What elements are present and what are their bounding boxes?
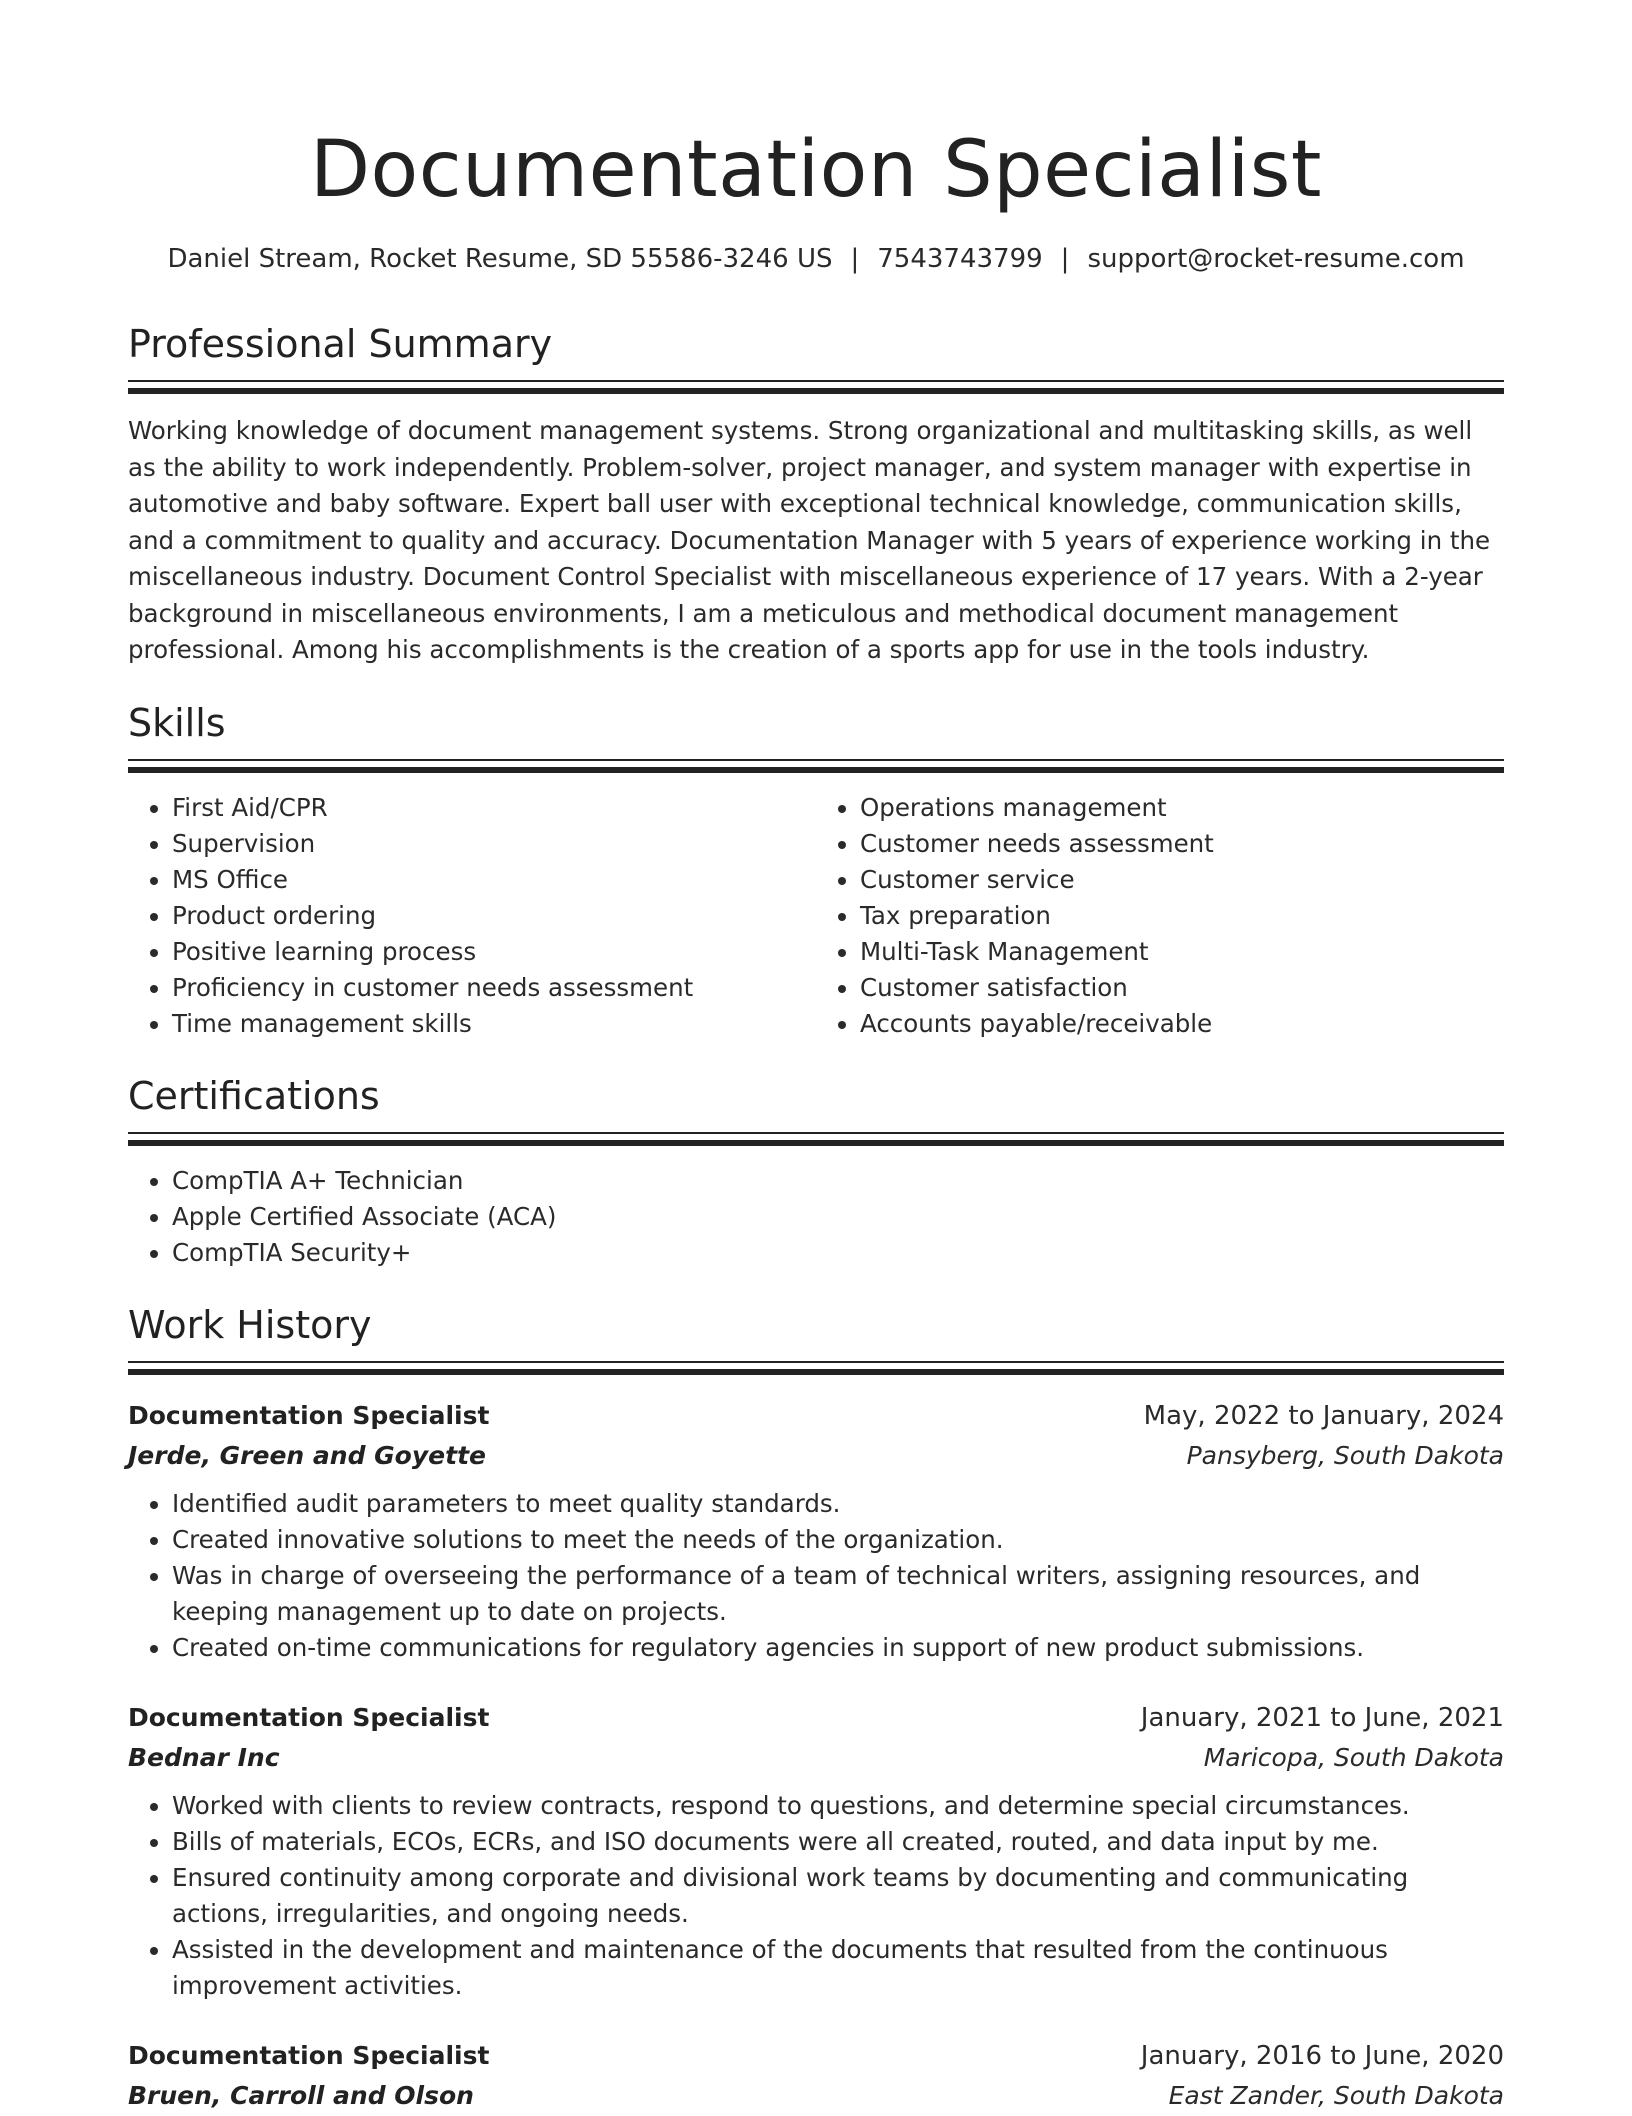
job-company: Jerde, Green and Goyette: [128, 1440, 486, 1470]
job-bullet: • Bills of materials, ECOs, ECRs, and ISO documents were all created, routed, and data input by me.: [172, 1824, 1504, 1860]
resume-title: Documentation Specialist: [309, 125, 1323, 215]
job-location: Pansyberg, South Dakota: [1186, 1440, 1504, 1470]
skills-list-left: [128, 790, 816, 1042]
skill-item: • Product ordering: [172, 898, 816, 934]
job-title: Documentation Specialist: [128, 2040, 490, 2070]
job-bullets: [128, 1486, 1504, 1666]
contact-address: Daniel Stream, Rocket Resume, SD 55586-3246 US: [167, 244, 833, 274]
job-bullet: • Was in charge of overseeing the performance of a team of technical writers, assigning resources, and keeping management up to date on projects.: [172, 1558, 1504, 1630]
job-dates: January, 2016 to June, 2020: [1140, 2040, 1504, 2071]
contact-email[interactable]: support@rocket-resume.com: [1087, 244, 1465, 274]
job-bullet: • Created on-time communications for regulatory agencies in support of new product submissions.: [172, 1630, 1504, 1666]
skill-item: • Customer service: [860, 862, 1504, 898]
job-bullets: [128, 1788, 1504, 2004]
job-company-row: [128, 1436, 1504, 1476]
skill-item: • Tax preparation: [860, 898, 1504, 934]
skill-item: • Accounts payable/receivable: [860, 1006, 1504, 1042]
job-bullet: • Ensured continuity among corporate and divisional work teams by documenting and communicating actions, irregularities, and ongoing needs.: [172, 1860, 1504, 1932]
section-divider: [128, 1361, 1504, 1376]
job-header-row: [128, 2036, 1504, 2076]
section-divider: [128, 380, 1504, 395]
certifications-list: [128, 1163, 1504, 1271]
job-bullet: • Assisted in the development and maintenance of the documents that resulted from the continuous improvement activities.: [172, 1932, 1504, 2004]
skill-item: • Proficiency in customer needs assessment: [172, 970, 816, 1006]
job-bullet: • Created innovative solutions to meet the needs of the organization.: [172, 1522, 1504, 1558]
job-company: Bruen, Carroll and Olson: [128, 2080, 474, 2110]
skills-columns: [128, 790, 1504, 1042]
section-title-certifications: Certifications: [128, 1073, 380, 1118]
certification-item: • CompTIA A+ Technician: [172, 1163, 1504, 1199]
job-entry: [128, 2036, 1504, 2116]
summary-text: Working knowledge of document management systems. Strong organizational and multitasking skills, as well as the ability to work independently. Problem-solver, project manager, and system manager with expertise in automotive and baby software. Expert ball user with exceptional technical knowledge, communication skills, and a commitment to quality and accuracy. Documentation Manager with 5 years of experience working in the miscellaneous industry. Document Control Specialist with miscellaneous experience of 17 years. With a 2-year background in miscellaneous environments, I am a meticulous and methodical document management professional. Among his accomplishments is the creation of a sports app for use in the tools industry.: [128, 416, 1491, 664]
skill-item: • Time management skills: [172, 1006, 816, 1042]
job-location: East Zander, South Dakota: [1168, 2080, 1504, 2110]
skills-list-right: [816, 790, 1504, 1042]
certification-item: • CompTIA Security+: [172, 1235, 1504, 1271]
job-bullet: • Worked with clients to review contracts, respond to questions, and determine special circumstances.: [172, 1788, 1504, 1824]
contact-line: [128, 242, 1504, 276]
job-header-row: [128, 1698, 1504, 1738]
section-title-skills: Skills: [128, 700, 226, 745]
skill-item: • Operations management: [860, 790, 1504, 826]
job-bullet: • Identified audit parameters to meet quality standards.: [172, 1486, 1504, 1522]
section-divider: [128, 1132, 1504, 1147]
skill-item: • Multi-Task Management: [860, 934, 1504, 970]
certifications-section: [128, 1072, 1504, 1271]
job-title: Documentation Specialist: [128, 1400, 490, 1430]
skill-item: • Supervision: [172, 826, 816, 862]
section-title-work-history: Work History: [128, 1302, 372, 1347]
summary-section: [128, 320, 1504, 669]
skill-item: • Customer satisfaction: [860, 970, 1504, 1006]
job-header-row: [128, 1396, 1504, 1436]
skills-section: [128, 699, 1504, 1042]
job-dates: May, 2022 to January, 2024: [1143, 1400, 1504, 1431]
skill-item: • First Aid/CPR: [172, 790, 816, 826]
skill-item: • Customer needs assessment: [860, 826, 1504, 862]
work-history-section: [128, 1301, 1504, 2116]
section-title-summary: Professional Summary: [128, 322, 553, 366]
job-dates: January, 2021 to June, 2021: [1140, 1702, 1504, 1733]
job-location: Maricopa, South Dakota: [1203, 1742, 1504, 1772]
job-company: Bednar Inc: [128, 1742, 280, 1772]
contact-phone: 7543743799: [877, 244, 1043, 274]
job-entry: [128, 1698, 1504, 2004]
contact-separator: |: [850, 244, 860, 274]
job-entry: [128, 1396, 1504, 1666]
job-company-row: [128, 1738, 1504, 1778]
skill-item: • Positive learning process: [172, 934, 816, 970]
certification-item: • Apple Certified Associate (ACA): [172, 1199, 1504, 1235]
skill-item: • MS Office: [172, 862, 816, 898]
section-divider: [128, 759, 1504, 774]
contact-separator: |: [1060, 244, 1070, 274]
job-title: Documentation Specialist: [128, 1702, 490, 1732]
job-company-row: [128, 2076, 1504, 2116]
